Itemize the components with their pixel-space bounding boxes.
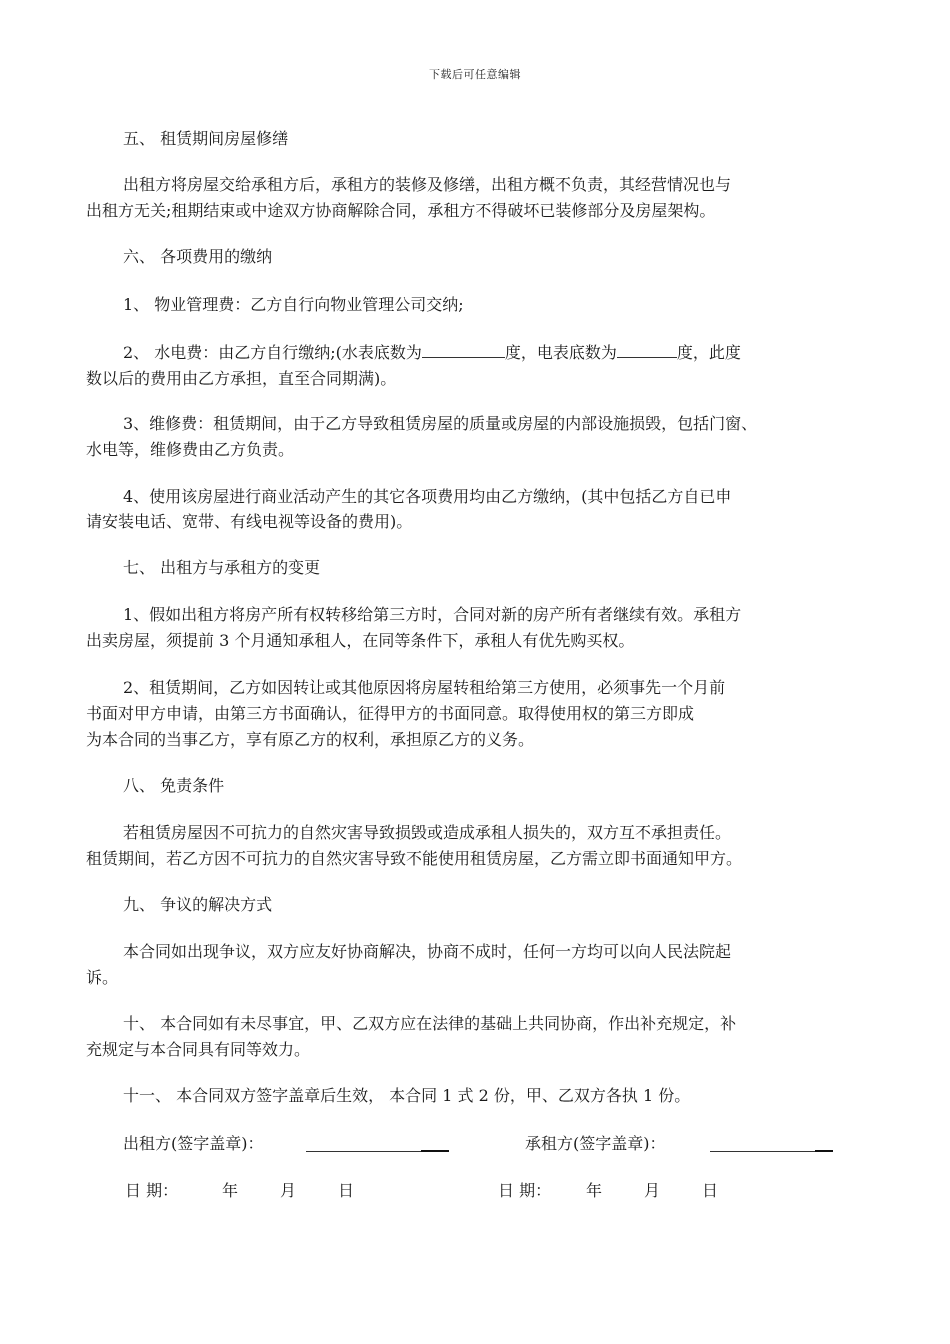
section-6-item-2-line-1 — [123, 342, 741, 364]
section-7-item-2-line-2: 书面对甲方申请，由第三方书面确认，征得甲方的书面同意。取得使用权的第三方即成 — [86, 704, 695, 723]
section-7-item-2-line-3: 为本合同的当事乙方，享有原乙方的权利，承担原乙方的义务。 — [86, 730, 535, 749]
lessor-date-month: 月 — [280, 1181, 297, 1200]
section-7-title: 七、 出租方与承租方的变更 — [123, 558, 321, 577]
page-header-note: 下载后可任意编辑 — [429, 68, 521, 81]
section-8-paragraph-line-1: 若租赁房屋因不可抗力的自然灾害导致损毁或造成承租人损失的，双方互不承担责任。 — [123, 823, 732, 842]
section-9-paragraph-line-1: 本合同如出现争议，双方应友好协商解决，协商不成时，任何一方均可以向人民法院起 — [123, 942, 732, 961]
electric-meter-blank[interactable] — [617, 342, 677, 358]
lessee-signature-label: 承租方(签字盖章)： — [525, 1134, 666, 1153]
section-5-paragraph-line-1: 出租方将房屋交给承租方后，承租方的装修及修缮，出租方概不负责，其经营情况也与 — [123, 175, 732, 194]
item-2-text-a: 2、 水电费：由乙方自行缴纳;(水表底数为 — [123, 343, 422, 362]
section-6-item-3-line-1: 3、维修费：租赁期间，由于乙方导致租赁房屋的质量或房屋的内部设施损毁，包括门窗、 — [123, 414, 758, 433]
lessor-date-day: 日 — [338, 1181, 355, 1200]
lessee-date-day: 日 — [702, 1181, 719, 1200]
section-7-item-1-line-1: 1、假如出租方将房产所有权转移给第三方时，合同对新的房产所有者继续有效。承租方 — [123, 605, 742, 624]
section-6-item-3-line-2: 水电等，维修费由乙方负责。 — [86, 440, 295, 459]
section-8-title: 八、 免责条件 — [123, 776, 225, 795]
section-8-paragraph-line-2: 租赁期间，若乙方因不可抗力的自然灾害导致不能使用租赁房屋，乙方需立即书面通知甲方。 — [86, 849, 743, 868]
section-10-line-2: 充规定与本合同具有同等效力。 — [86, 1040, 311, 1059]
lessee-date-month: 月 — [644, 1181, 661, 1200]
lessee-date-label: 日 期： — [498, 1181, 552, 1200]
section-7-item-2-line-1: 2、租赁期间，乙方如因转让或其他原因将房屋转租给第三方使用，必须事先一个月前 — [123, 678, 726, 697]
section-6-item-2-line-2: 数以后的费用由乙方承担，直至合同期满)。 — [86, 369, 397, 388]
lessor-signature-line[interactable] — [306, 1151, 449, 1152]
section-10-line-1: 十、 本合同如有未尽事宜，甲、乙双方应在法律的基础上共同协商，作出补充规定，补 — [123, 1014, 737, 1033]
item-2-text-b: 度，电表底数为 — [504, 343, 617, 362]
lessor-date-year: 年 — [222, 1181, 239, 1200]
lessor-date-label: 日 期： — [125, 1181, 179, 1200]
section-6-title: 六、 各项费用的缴纳 — [123, 247, 273, 266]
lessee-date-year: 年 — [586, 1181, 603, 1200]
section-7-item-1-line-2: 出卖房屋，须提前 3 个月通知承租人，在同等条件下，承租人有优先购买权。 — [86, 631, 635, 650]
lessee-signature-line[interactable] — [710, 1151, 833, 1152]
section-5-paragraph-line-2: 出租方无关;租期结束或中途双方协商解除合同，承租方不得破坏已装修部分及房屋架构。 — [86, 201, 716, 220]
water-meter-blank[interactable] — [422, 342, 505, 358]
section-9-title: 九、 争议的解决方式 — [123, 895, 273, 914]
section-11-line: 十一、 本合同双方签字盖章后生效， 本合同 1 式 2 份，甲、乙双方各执 1 份。 — [123, 1086, 691, 1105]
section-6-item-4-line-2: 请安装电话、宽带、有线电视等设备的费用)。 — [86, 512, 413, 531]
item-2-text-c: 度，此度 — [676, 343, 741, 362]
lessor-signature-label: 出租方(签字盖章)： — [123, 1134, 264, 1153]
section-6-item-1: 1、 物业管理费：乙方自行向物业管理公司交纳; — [123, 295, 464, 314]
section-9-paragraph-line-2: 诉。 — [86, 968, 119, 987]
section-6-item-4-line-1: 4、使用该房屋进行商业活动产生的其它各项费用均由乙方缴纳，(其中包括乙方自已申 — [123, 487, 732, 506]
section-5-title: 五、 租赁期间房屋修缮 — [123, 129, 289, 148]
